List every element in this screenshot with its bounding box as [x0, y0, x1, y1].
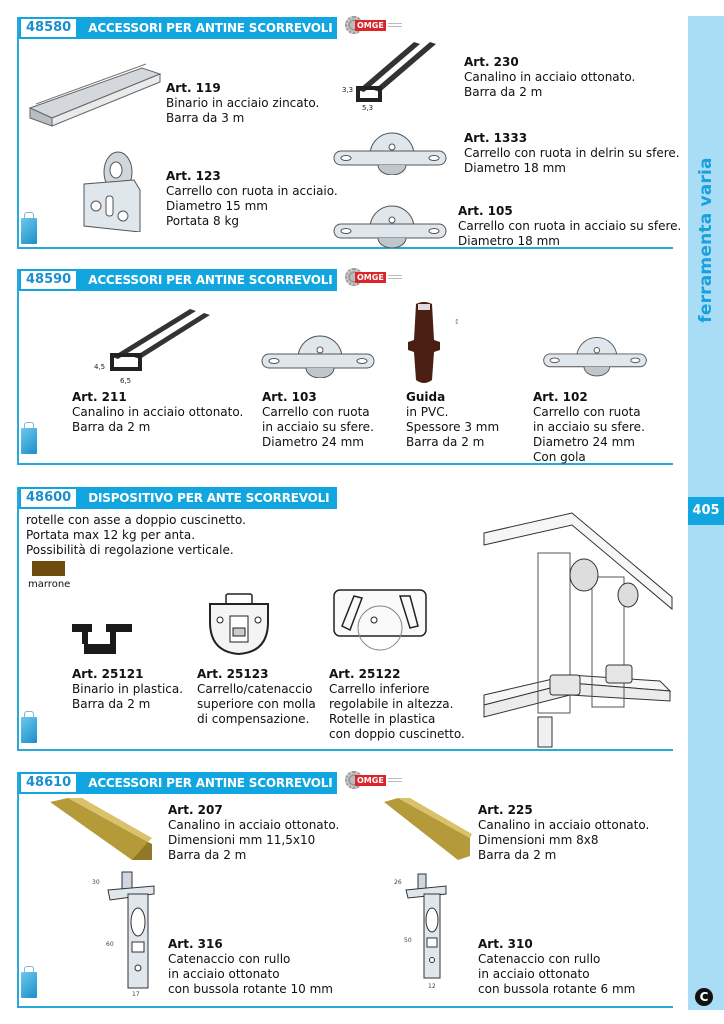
latch-316-image — [88, 870, 158, 998]
svg-text:12: 12 — [428, 983, 436, 990]
shopping-bag-icon — [21, 717, 37, 743]
section-title: ACCESSORI PER ANTINE SCORREVOLI — [88, 273, 333, 287]
section-code: 48590 — [21, 271, 76, 289]
product-art-123: Art. 123 Carrello con ruota in acciaio. Diametro 15 mm Portata 8 kg — [166, 169, 338, 228]
product-art-25123: Art. 25123 Carrello/catenaccio superiore con molla di compensazione. — [197, 667, 316, 726]
shopping-bag-icon — [21, 972, 37, 998]
product-art-119: Art. 119 Binario in acciaio zincato. Barra da 3 m — [166, 81, 320, 125]
svg-text:6,5: 6,5 — [120, 377, 132, 385]
channel-211-image — [90, 305, 210, 387]
svg-text:26: 26 — [394, 879, 402, 886]
product-art-225: Art. 225 Canalino in acciaio ottonato. Dimensioni mm 8x8 Barra da 2 m — [478, 803, 650, 862]
channel-207-image — [48, 798, 152, 862]
product-art-103: Art. 103 Carrello con ruota in acciaio su sfere. Diametro 24 mm — [262, 390, 374, 449]
product-art-25122: Art. 25122 Carrello inferiore regolabile in altezza. Rotelle in plastica con doppio cuscinetto. — [329, 667, 465, 741]
section-code: 48610 — [21, 774, 76, 792]
product-art-230: Art. 230 Canalino in acciaio ottonato. Barra da 2 m — [464, 55, 636, 99]
channel-225-image — [382, 798, 472, 860]
product-art-105: Art. 105 Carrello con ruota in acciaio su sfere. Diametro 18 mm — [458, 204, 682, 248]
page-number: 405 — [688, 497, 724, 525]
rail-119-image — [22, 60, 162, 130]
section-title: ACCESSORI PER ANTINE SCORREVOLI — [88, 776, 333, 790]
channel-230-image — [340, 40, 440, 112]
carriage-105-image — [330, 198, 450, 248]
svg-text:3,3: 3,3 — [342, 86, 354, 94]
pvc-guide-image — [408, 300, 472, 386]
color-swatch-marrone — [32, 561, 65, 576]
product-art-102: Art. 102 Carrello con ruota in acciaio su sfere. Diametro 24 mm Con gola — [533, 390, 645, 464]
carriage-25123-image — [204, 592, 274, 656]
shopping-bag-icon — [21, 218, 37, 244]
track-25121-image — [70, 622, 134, 656]
section-header — [19, 269, 337, 291]
category-label: ferramenta varia — [696, 157, 716, 323]
omge-logo: OMGE — [345, 771, 402, 789]
svg-text:60: 60 — [106, 941, 114, 948]
section-header — [19, 772, 337, 794]
section-description: rotelle con asse a doppio cuscinetto. Portata max 12 kg per anta. Possibilità di regolazione verticale. — [26, 513, 246, 557]
carriage-123-image — [80, 150, 150, 232]
section-code: 48600 — [21, 489, 76, 507]
carriage-103-image — [258, 328, 378, 378]
section-title: DISPOSITIVO PER ANTE SCORREVOLI — [88, 491, 330, 505]
product-art-1333: Art. 1333 Carrello con ruota in delrin su sfere. Diametro 18 mm — [464, 131, 680, 175]
carriage-102-image — [540, 328, 650, 378]
section-header — [19, 487, 337, 509]
cabinet-installation-image — [480, 505, 675, 750]
section-header — [19, 17, 337, 39]
svg-text:17: 17 — [132, 991, 140, 998]
carriage-1333-image — [330, 125, 450, 175]
shopping-bag-icon — [21, 428, 37, 454]
product-art-207: Art. 207 Canalino in acciaio ottonato. Dimensioni mm 11,5x10 Barra da 2 m — [168, 803, 340, 862]
color-swatch-label: marrone — [28, 579, 71, 590]
omge-logo: OMGE — [345, 16, 402, 34]
omge-logo: OMGE — [345, 268, 402, 286]
svg-text:30: 30 — [92, 879, 100, 886]
svg-text:↕: ↕ — [454, 318, 460, 326]
product-art-310: Art. 310 Catenaccio con rullo in acciaio ottonato con bussola rotante 6 mm — [478, 937, 636, 996]
svg-text:4,5: 4,5 — [94, 363, 106, 371]
product-art-25121: Art. 25121 Binario in plastica. Barra da 2 m — [72, 667, 184, 711]
product-art-316: Art. 316 Catenaccio con rullo in acciaio ottonato con bussola rotante 10 mm — [168, 937, 333, 996]
carriage-25122-image — [330, 586, 430, 658]
svg-text:5,3: 5,3 — [362, 104, 374, 112]
svg-text:50: 50 — [404, 937, 412, 944]
product-guida: Guida in PVC. Spessore 3 mm Barra da 2 m — [406, 390, 500, 449]
section-title: ACCESSORI PER ANTINE SCORREVOLI — [88, 21, 333, 35]
product-art-211: Art. 211 Canalino in acciaio ottonato. Barra da 2 m — [72, 390, 244, 434]
section-code: 48580 — [21, 19, 76, 37]
publisher-logo-icon: C — [695, 988, 713, 1006]
latch-310-image — [390, 872, 450, 992]
